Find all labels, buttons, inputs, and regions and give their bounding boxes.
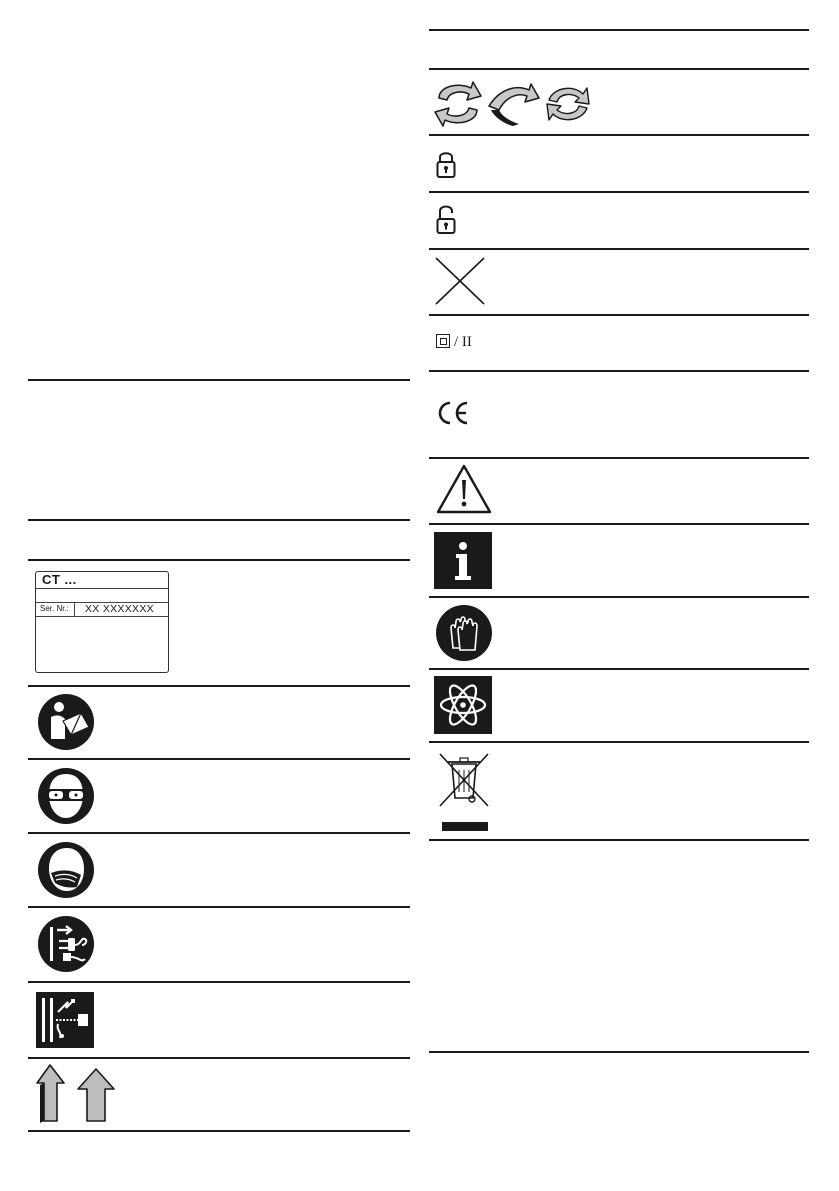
right-rule-2 (429, 68, 809, 70)
serial-number-label: Ser. Nr.: (40, 602, 75, 616)
right-rule-3 (429, 134, 809, 136)
rating-plate-brand: CT ... (42, 572, 77, 587)
warning-triangle-icon (435, 463, 493, 515)
lock-open-icon (436, 203, 458, 235)
serial-number-value: XX XXXXXXX (85, 603, 154, 615)
right-rule-10 (429, 596, 809, 598)
left-rule-8 (28, 981, 410, 983)
information-icon (434, 532, 492, 589)
right-rule-9 (429, 523, 809, 525)
class-separator: / (454, 334, 459, 350)
unplug-icon (37, 915, 95, 973)
left-rule-2 (28, 519, 410, 521)
forward-reverse-arrows-icon (34, 1063, 120, 1125)
read-manual-icon (37, 693, 95, 751)
left-rule-10 (28, 1130, 410, 1132)
right-rule-1 (429, 29, 809, 31)
hidden-wires-pipes-icon (36, 992, 94, 1048)
right-rule-14 (429, 1051, 809, 1053)
left-rule-4 (28, 685, 410, 687)
gloves-icon (435, 604, 493, 662)
rating-plate (35, 571, 169, 673)
right-rule-5 (429, 248, 809, 250)
dust-mask-icon (37, 841, 95, 899)
left-rule-6 (28, 832, 410, 834)
left-rule-7 (28, 906, 410, 908)
left-rule-9 (28, 1057, 410, 1059)
right-rule-6 (429, 314, 809, 316)
class-roman: II (461, 334, 472, 350)
eye-protection-icon (37, 767, 95, 825)
right-rule-11 (429, 668, 809, 670)
rotation-direction-icon (433, 80, 591, 128)
left-rule-5 (28, 758, 410, 760)
radiation-icon (434, 676, 492, 734)
right-rule-8 (429, 457, 809, 459)
weee-bin-icon (436, 750, 492, 832)
right-rule-4 (429, 191, 809, 193)
ce-mark-icon (436, 401, 470, 425)
not-allowed-cross-icon (434, 256, 486, 306)
right-rule-7 (429, 370, 809, 372)
left-rule-1 (28, 379, 410, 381)
left-rule-3 (28, 559, 410, 561)
right-rule-12 (429, 741, 809, 743)
lock-closed-icon (436, 149, 456, 179)
protection-class-ii-icon (436, 333, 472, 351)
right-rule-13 (429, 839, 809, 841)
